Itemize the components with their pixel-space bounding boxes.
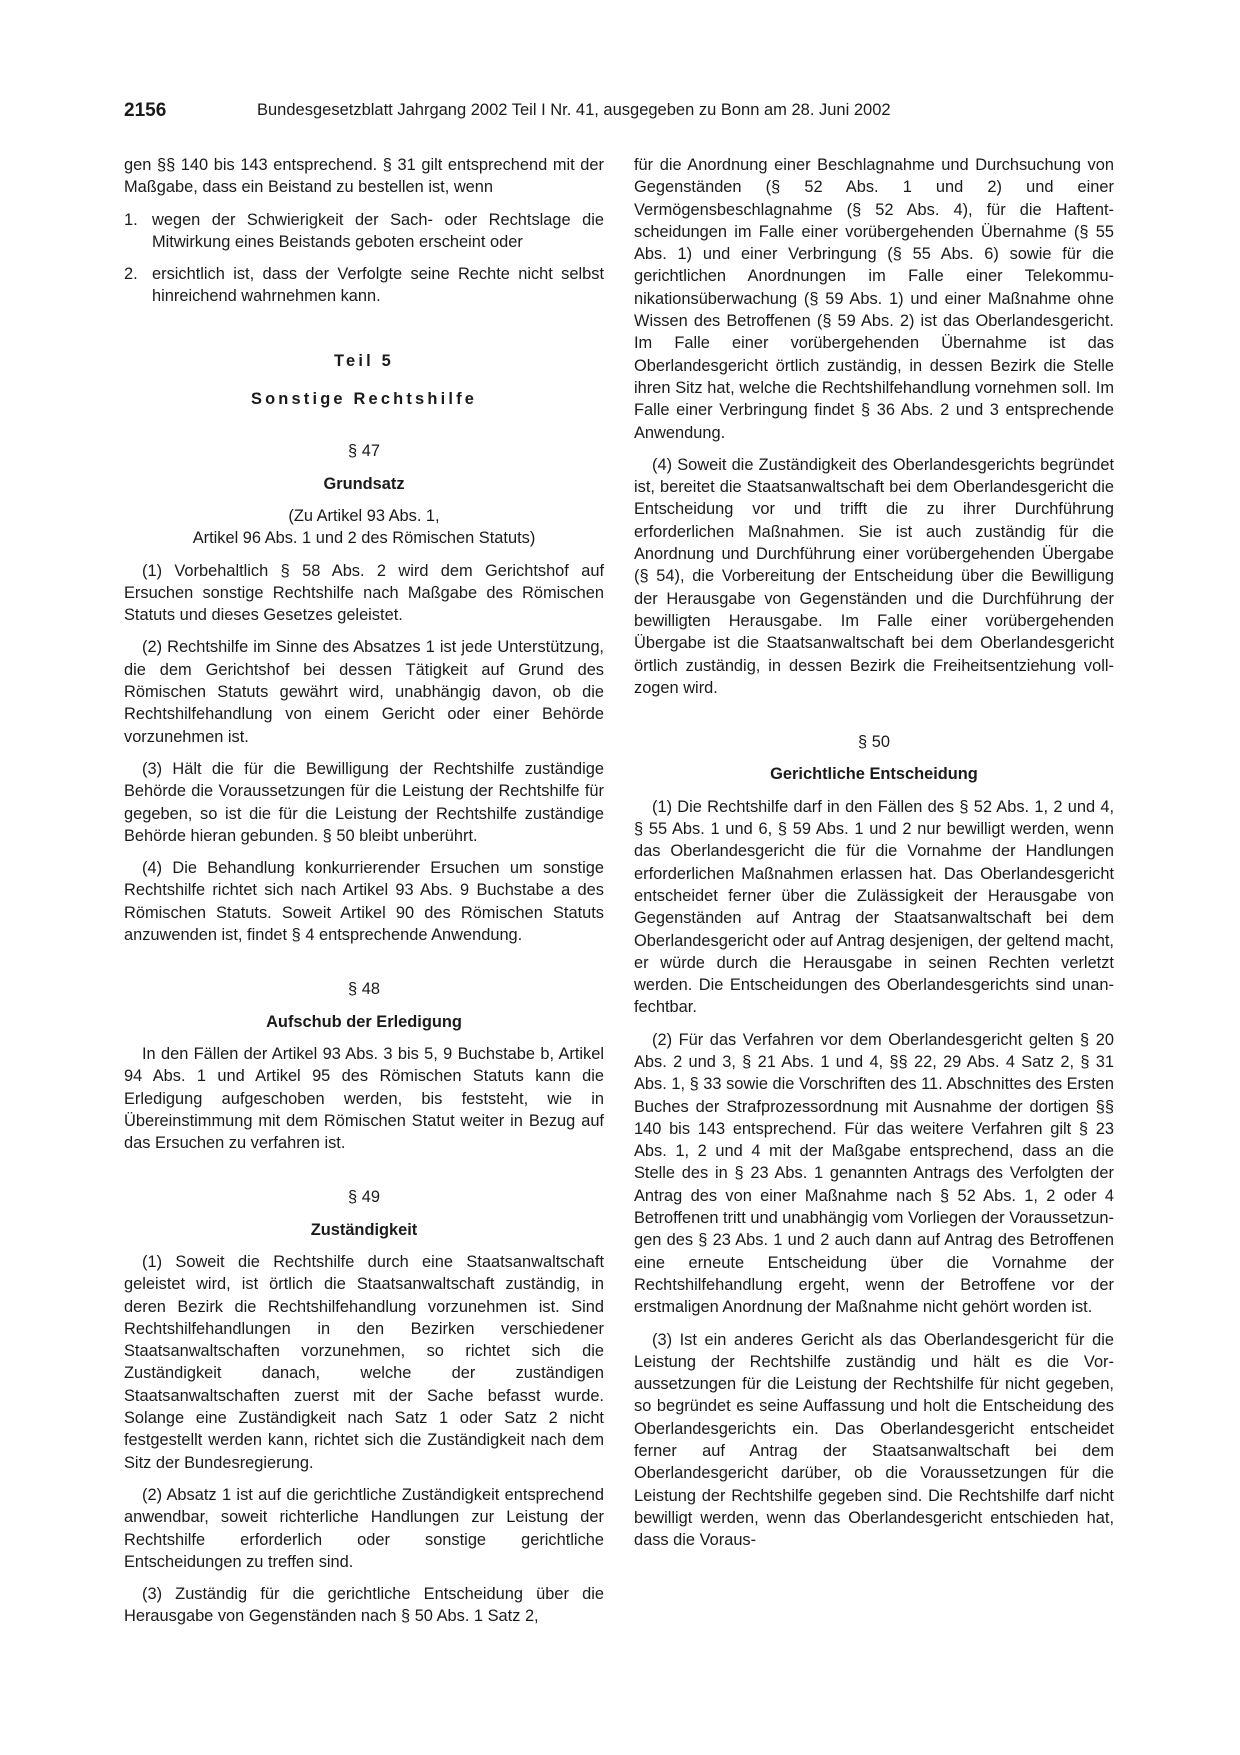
section-50-para-3: (3) Ist ein anderes Gericht als das Oberlandesgericht für die Leistung der Rechtshilfe zuständig und hält es die Voraussetzungen für die Leistung der Rechtshilfe für nicht gegeben, so begründet es seine Auffassung und holt die Entscheidung des Oberlandesgerichts ein. Das Oberlandesgericht entscheidet ferner auf Antrag der Staatsanwaltschaft bei dem Oberlandesgericht darüber, ob die Voraussetzungen für die Leistung der Rechtshilfe gegeben sind. Die Rechtshilfe darf nicht bewilligt werden, wenn das Oberlandesgericht entschieden hat, dass die Voraus-	[634, 1330, 1114, 1550]
left-column	[124, 154, 604, 1638]
section-49-title: Zuständigkeit	[310, 1220, 418, 1239]
section-48-title: Aufschub der Erledigung	[266, 1012, 462, 1031]
section-47-number: § 47	[348, 442, 380, 461]
section-49-para-2: (2) Absatz 1 ist auf die gerichtliche Zuständigkeit entsprechend anwendbar, soweit richterliche Handlungen zur Leistung der Rechtshilfe erforderlich oder sonstige gerichtliche Entscheidungen zu treffen sind.	[124, 1485, 604, 1571]
part-title: Sonstige Rechtshilfe	[250, 390, 478, 409]
gazette-title: Bundesgesetzblatt Jahrgang 2002 Teil I Nr. 41, ausgegeben zu Bonn am 28. Juni 2002	[257, 101, 891, 119]
section-47-ref-1: (Zu Artikel 93 Abs. 1,	[288, 506, 440, 525]
right-column	[634, 154, 1114, 1562]
section-47-ref-2: Artikel 96 Abs. 1 und 2 des Römischen Statuts)	[192, 529, 536, 548]
list-item: 1. wegen der Schwierigkeit der Sach- oder Rechtslage die Mitwirkung eines Beistands geboten erscheint oder	[124, 210, 604, 251]
section-50-title: Gerichtliche Entscheidung	[770, 765, 978, 784]
continued-paragraph: für die Anordnung einer Beschlagnahme und Durchsuchung von Gegenständen (§ 52 Abs. 1 und 2) und einer Vermögensbeschlagnahme (§ 52 Abs. 4), für die Haftentscheidungen im Falle einer vorübergehenden Übernahme (§ 55 Abs. 1) und einer Verbringung (§ 55 Abs. 6) sowie für die gerichtlichen Anordnungen im Falle einer Telekommunikationsüberwachung (§ 59 Abs. 1) und einer Maßnahme ohne Wissen des Betroffenen (§ 59 Abs. 2) ist das Oberlandesgericht. Im Falle einer vorübergehenden Übernahme ist das Oberlandesgericht örtlich zuständig, in dessen Bezirk die Stelle ihren Sitz hat, welche die Rechtshilfehandlung vornehmen soll. Im Falle einer Verbringung findet § 36 Abs. 2 und 3 entsprechende Anwendung.	[634, 156, 1114, 442]
section-50-number: § 50	[858, 733, 890, 752]
section-47-para-2: (2) Rechtshilfe im Sinne des Absatzes 1 ist jede Unterstützung, die dem Gerichtshof bei dessen Tätigkeit auf Grund des Römischen Statuts gewährt wird, unabhängig davon, ob die Rechtshilfehandlung von einem Gericht oder einer Behörde vorzunehmen ist.	[124, 638, 604, 746]
section-49-para-1: (1) Soweit die Rechtshilfe durch eine Staatsanwaltschaft geleistet wird, ist örtlich die Staatsanwaltschaft zuständig, in deren Bezirk die Rechtshilfehandlung vorzunehmen ist. Sind Rechtshilfehandlungen in den Bezirken verschiedener Staatsanwaltschaften vorzunehmen, so richtet sich die Zuständigkeit danach, welche der zuständigen Staatsanwaltschaften zuerst mit der Sache befasst wurde. Solange eine Zuständigkeit nach Satz 1 oder Satz 2 nicht festgestellt werden kann, richtet sich die Zuständigkeit nach dem Sitz der Bundesregierung.	[124, 1252, 604, 1472]
intro-paragraph: gen §§ 140 bis 143 entsprechend. § 31 gilt entsprechend mit der Maßgabe, dass ein Beistand zu bestellen ist, wenn	[124, 156, 604, 197]
section-47-para-1: (1) Vorbehaltlich § 58 Abs. 2 wird dem Gerichtshof auf Ersuchen sonstige Rechtshilfe nach Maßgabe des Römischen Statuts und dieses Gesetzes geleistet.	[124, 561, 604, 625]
page-number: 2156	[124, 100, 167, 121]
section-50-para-2: (2) Für das Verfahren vor dem Oberlandesgericht gelten § 20 Abs. 2 und 3, § 21 Abs. 1 und 4, §§ 22, 29 Abs. 4 Satz 2, § 31 Abs. 1, § 33 sowie die Vorschriften des 11. Abschnittes des Ersten Buches der Strafprozessordnung mit Ausnahme der dortigen §§ 140 bis 143 entsprechend. Für das weitere Verfahren gilt § 23 Abs. 1, 2 und 4 mit der Maßgabe entsprechend, dass an die Stelle des in § 23 Abs. 1 genannten Antrags des Verfolgten der Antrag des von einer Maßnahme nach § 52 Abs. 1, 2 oder 4 Betroffenen tritt und unabhängig vom Vorliegen der Voraussetzungen des § 23 Abs. 1 und 2 auch dann auf Antrag des Betroffenen eine erneute Entscheidung über die Vornahme der Rechtshilfehandlung ergeht, wenn der Betroffene vor der erstmaligen Anordnung der Maßnahme nicht gehört worden ist.	[634, 1030, 1114, 1317]
section-49-para-3: (3) Zuständig für die gerichtliche Entscheidung über die Herausgabe von Gegenständen nach § 50 Abs. 1 Satz 2,	[124, 1585, 604, 1626]
list-item: 2. ersichtlich ist, dass der Verfolgte seine Rechte nicht selbst hinreichend wahrnehmen kann.	[124, 265, 604, 306]
section-47-para-4: (4) Die Behandlung konkurrierender Ersuchen um sonstige Rechtshilfe richtet sich nach Artikel 93 Abs. 9 Buchstabe a des Römischen Statuts. Soweit Artikel 90 des Römischen Statuts anzuwenden ist, findet § 4 entsprechende Anwendung.	[124, 859, 604, 945]
condition-list	[124, 209, 604, 308]
section-50-para-1: (1) Die Rechtshilfe darf in den Fällen des § 52 Abs. 1, 2 und 4, § 55 Abs. 1 und 6, § 59 Abs. 1 und 2 nur bewilligt werden, wenn das Oberlandesgericht die für die Vornahme der Handlungen erforderlichen Maßnahmen erlassen hat. Das Oberlandesgericht entscheidet ferner über die Zulässigkeit der Herausgabe von Gegenständen auf Antrag der Staatsanwaltschaft bei dem Oberlandesgericht oder auf Antrag desjenigen, der geltend macht, er würde durch die Herausgabe in seinen Rechten verletzt werden. Die Entscheidungen des Oberlandesgerichts sind unanfechtbar.	[634, 797, 1114, 1017]
section-48-para-1: In den Fällen der Artikel 93 Abs. 3 bis 5, 9 Buchstabe b, Artikel 94 Abs. 1 und Artikel 95 des Römischen Statuts kann die Erledigung aufgeschoben werden, bis feststeht, wie in Übereinstimmung mit dem Römischen Statut weiter in Bezug auf das Ersuchen zu verfahren ist.	[124, 1044, 604, 1153]
page-header	[124, 100, 1114, 128]
part-number: Teil 5	[334, 351, 394, 370]
section-47-title: Grundsatz	[323, 474, 405, 493]
section-49-number: § 49	[348, 1188, 380, 1207]
section-48-number: § 48	[348, 980, 380, 999]
section-47-para-3: (3) Hält die für die Bewilligung der Rechtshilfe zuständige Behörde die Voraussetzungen für die Leistung der Rechtshilfe für gegeben, so ist die für die Leistung der Rechtshilfe zuständige Behörde hieran gebunden. § 50 bleibt unberührt.	[124, 759, 604, 845]
section-49-para-4: (4) Soweit die Zuständigkeit des Oberlandesgerichts begründet ist, bereitet die Staatsanwaltschaft bei dem Oberlandesgericht die Entscheidung vor und trifft die zu ihrer Durchführung erforderlichen Maßnahmen. Sie ist auch zuständig für die Anordnung und Durchführung einer vorübergehenden Übergabe (§ 54), die Vorbereitung der Entscheidung über die Bewilligung der Herausgabe von Gegenständen und die Durchführung der bewilligten Herausgabe. Im Falle einer vorübergehenden Übergabe ist die Staatsanwaltschaft bei dem Oberlandesgericht örtlich zuständig, in dessen Bezirk die Freiheitsentziehung vollzogen wird.	[634, 455, 1114, 697]
